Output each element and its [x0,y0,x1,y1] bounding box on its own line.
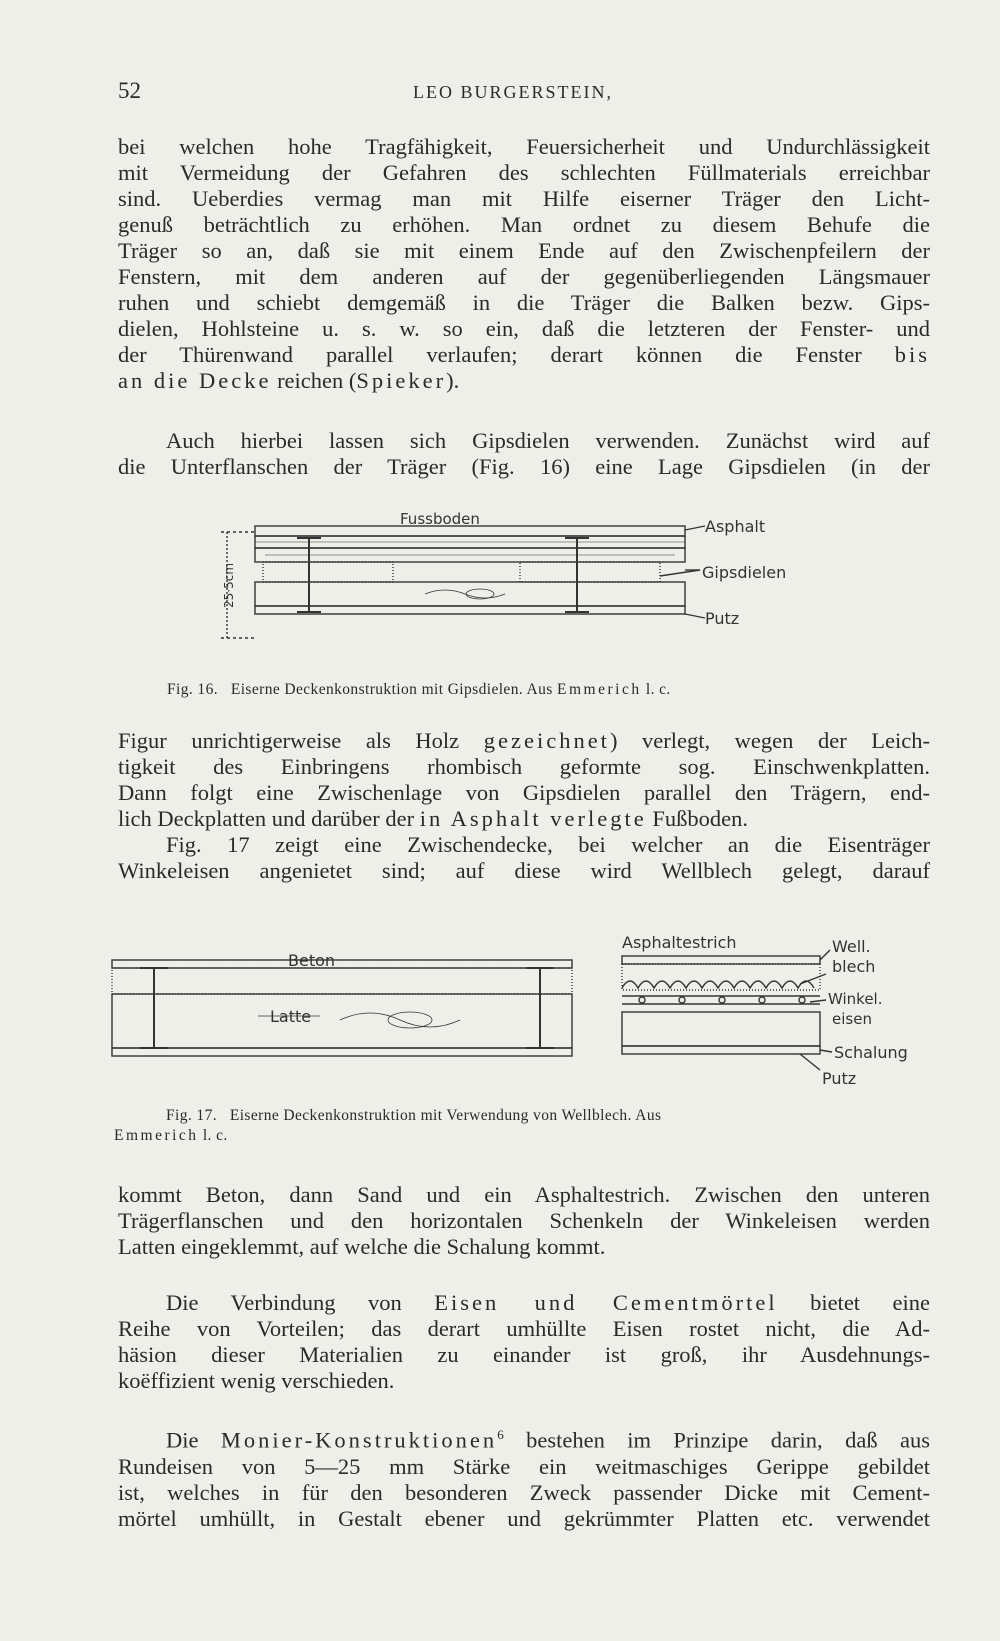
text-line: tigkeit des Einbringens rhombisch geformte sog. Einschwenkplatten. [118,754,930,779]
page-number: 52 [118,78,141,103]
text-line: koëffizient wenig verschieden. [118,1368,395,1393]
running-head: LEO BURGERSTEIN, [413,82,613,102]
text-line [118,428,930,454]
text-line [118,832,930,858]
text-line: dielen, Hohlsteine u. s. w. so ein, daß die letzteren der Fenster- und [118,316,930,341]
caption-text: Eiserne Deckenkonstruktion mit Gipsdielen. Aus [230,681,553,698]
text-fragment: reichen ( [271,368,357,393]
text-fragment: Die Verbindung von [166,1290,435,1315]
text-fragment: Fußboden. [646,806,748,831]
text-line: sind. Ueberdies vermag man mit Hilfe eiserner Träger den Licht- [118,186,930,211]
text-fragment: bestehen im Prinzipe darin, daß aus [503,1427,930,1453]
text-line: Rundeisen von 5—25 mm Stärke ein weitmaschiges Gerippe gebildet [118,1453,930,1479]
text-fragment: ). [446,368,460,393]
spaced-text: Spieker [356,368,447,393]
label-winkel: Winkel. [828,990,883,1008]
paragraph-6 [118,1422,930,1532]
paragraph-5 [118,1290,930,1394]
text-line [118,368,930,394]
text-line: ist, welches in für den besonderen Zweck passender Dicke mit Cement- [118,1479,930,1505]
text-line [118,728,930,754]
spaced-text: gezeichnet [483,728,610,753]
text-line: bei welchen hohe Tragfähigkeit, Feuersicherheit und Undurchlässigkeit [118,134,930,159]
text-line: kommt Beton, dann Sand und ein Asphaltestrich. Zwischen den unteren [118,1182,930,1207]
caption-text: Eiserne Deckenkonstruktion mit Verwendung von Wellblech. Aus [229,1107,662,1124]
text-line [118,806,930,832]
figure-17-caption [114,1106,932,1146]
text-line: Reihe von Vorteilen; das derart umhüllte Eisen rostet nicht, die Ad- [118,1316,930,1341]
text-fragment: Fig. 17 zeigt eine Zwischendecke, bei welcher an die Eisenträger [166,832,930,857]
text-fragment: Auch hierbei lassen sich Gipsdielen verwenden. Zunächst wird auf [166,428,930,453]
text-fragment: der Thürenwand parallel verlaufen; derart können die Fenster [118,342,862,367]
text-line: genuß beträchtlich zu erhöhen. Man ordnet zu diesem Behufe die [118,212,930,237]
label-well: Well. [832,937,871,956]
paragraph-1 [118,134,930,394]
spaced-text: an die Decke [118,368,272,393]
caption-prefix: Fig. 16. [167,681,219,698]
text-fragment: bietet eine [777,1290,930,1315]
footnote-marker[interactable]: 6 [497,1427,504,1442]
label-asphaltestrich: Asphaltestrich [622,933,737,952]
text-line: Dann folgt eine Zwischenlage von Gipsdielen parallel den Trägern, end- [118,780,930,805]
text-line: Trägerflanschen und den horizontalen Schenkeln der Winkeleisen werden [118,1208,930,1233]
paragraph-3 [118,728,930,884]
spaced-text: in Asphalt verlegte [419,806,647,831]
text-fragment: ) verlegt, wegen der Leich- [609,728,930,753]
text-line: Fenstern, mit dem anderen auf der gegenüberliegenden Längsmauer [118,264,930,289]
label-dimension: 25·5cm [222,562,236,608]
text-line: mit Vermeidung der Gefahren des schlechten Füllmaterials erreichbar [118,160,930,185]
spaced-text: Monier-Konstruktionen [220,1427,498,1453]
text-line [118,342,930,368]
label-fussboden: Fussboden [400,510,480,528]
figure-17-diagram [110,930,940,1090]
text-line: Latten eingeklemmt, auf welche die Schalung kommt. [118,1234,606,1259]
text-line: Träger so an, daß sie mit einem Ende auf den Zwischenpfeilern der [118,238,930,263]
text-line: die Unterflanschen der Träger (Fig. 16) eine Lage Gipsdielen (in der [118,454,930,479]
label-schalung: Schalung [834,1043,908,1062]
caption-prefix: Fig. 17. [166,1107,218,1124]
label-putz: Putz [822,1069,857,1088]
text-fragment: lich Deckplatten und darüber der [118,806,420,831]
caption-suffix: l. c. [645,681,671,698]
paragraph-4 [118,1182,930,1260]
figure-16-diagram [215,510,825,660]
label-eisen: eisen [832,1010,872,1028]
spaced-text: bis [894,342,930,367]
text-line [118,1422,930,1454]
caption-author: Emmerich [114,1127,199,1144]
label-latte: Latte [270,1007,312,1026]
text-fragment: Figur unrichtigerweise als Holz [118,728,484,753]
label-gipsdielen: Gipsdielen [702,563,787,582]
label-putz: Putz [705,609,740,628]
text-line [118,1290,930,1316]
text-line: mörtel umhüllt, in Gestalt ebener und gekrümmter Platten etc. verwendet [118,1505,930,1531]
paragraph-2 [118,428,930,480]
label-blech: blech [832,957,876,976]
figure-16-caption [167,680,671,700]
text-fragment: Die [166,1427,221,1453]
text-line: häsion dieser Materialien zu einander ist groß, ihr Ausdehnungs- [118,1342,930,1367]
caption-author: Emmerich [557,681,642,698]
page-header [118,78,920,108]
caption-suffix: l. c. [202,1127,228,1144]
label-beton: Beton [288,951,336,970]
spaced-text: Eisen und Cementmörtel [434,1290,778,1315]
label-asphalt: Asphalt [705,517,766,536]
text-line: Winkeleisen angenietet sind; auf diese wird Wellblech gelegt, darauf [118,858,930,883]
text-line: ruhen und schiebt demgemäß in die Träger die Balken bezw. Gips- [118,290,930,315]
